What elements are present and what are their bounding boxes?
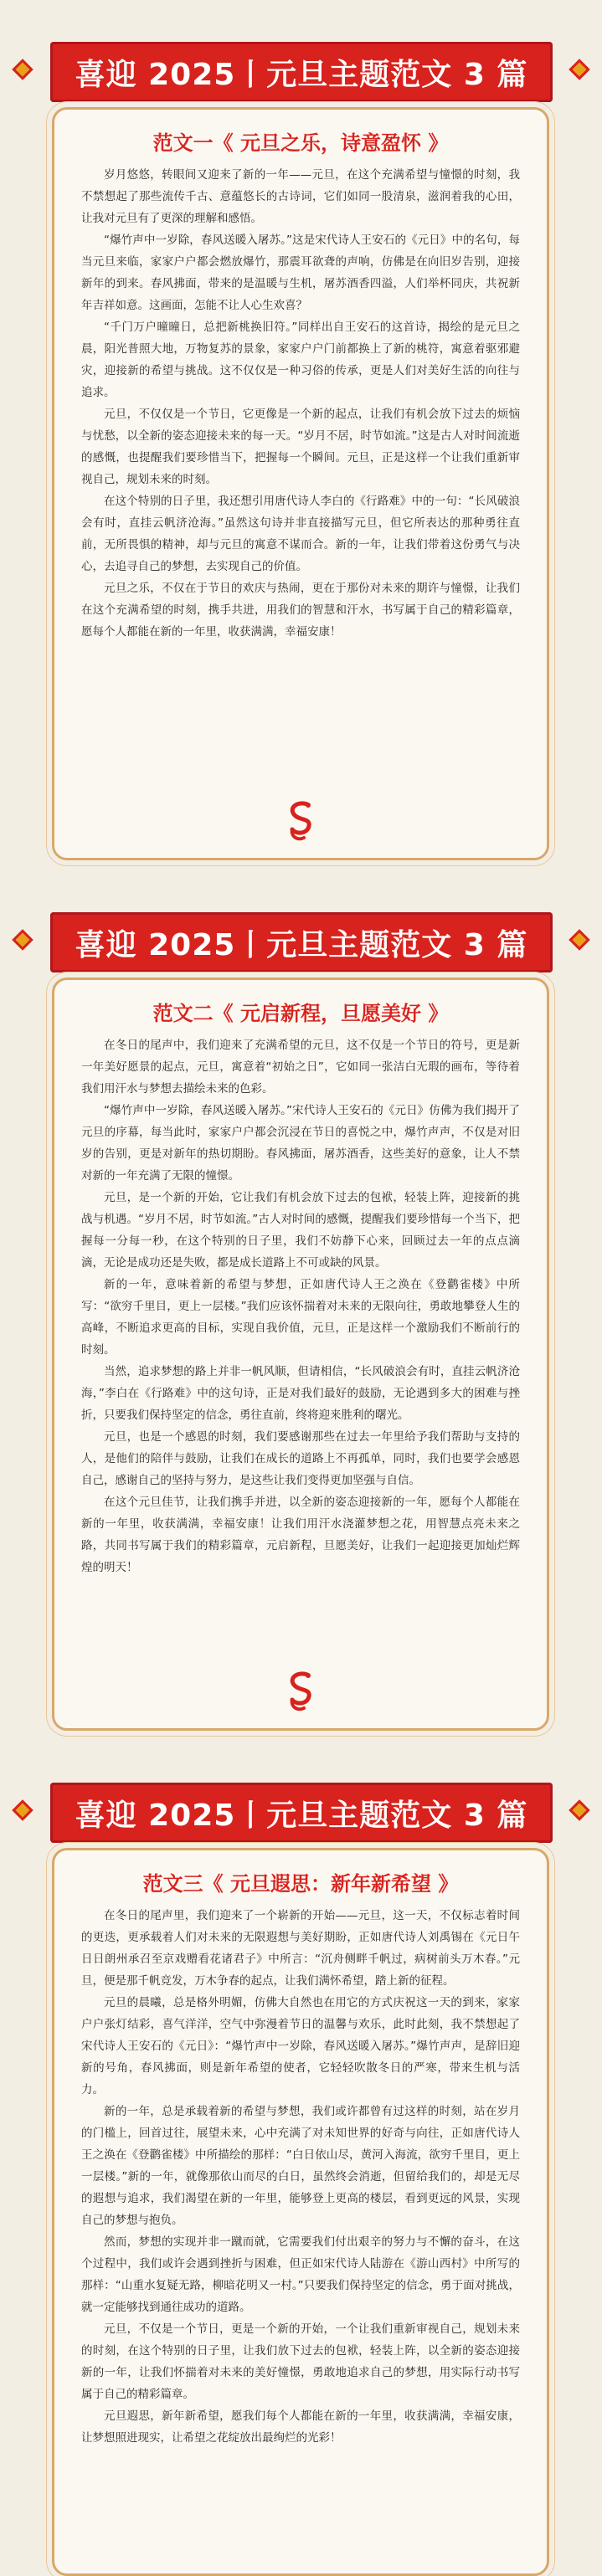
essay-paragraph: 然而，梦想的实现并非一蹴而就，它需要我们付出艰辛的努力与不懈的奋斗，在这个过程中，我们或许会遇到挫折与困难，但正如宋代诗人陆游在《游山西村》中所写的那样：“山重水复疑无路，柳暗花明又一村。”只要我们保持坚定的信念，勇于面对挑战，就一定能够找到通往成功的道路。 xyxy=(81,2235,520,2314)
essay-paragraph: 在这个特别的日子里，我还想引用唐代诗人李白的《行路难》中的一句：“长风破浪会有时，直挂云帆济沧海。”虽然这句诗并非直接描写元旦，但它所表达的那种勇往直前，无所畏惧的精神，却与元旦的寓意不谋而合。新的一年，让我们带着这份勇气与决心，去追寻自己的梦想，去实现自己的价值。 xyxy=(81,495,520,573)
essay-paragraph: 新的一年，意味着新的希望与梦想，正如唐代诗人王之涣在《登鹳雀楼》中所写：“欲穷千里目，更上一层楼。”我们应该怀揣着对未来的无限向往，勇敢地攀登人生的高峰，不断追求更高的目标，实现自我价值，元旦，正是这样一个激励我们不断前行的时刻。 xyxy=(81,1278,520,1357)
section-banner: 喜迎 2025丨元旦主题范文 3 篇 xyxy=(50,1783,553,1843)
essay-title: 范文二《 元启新程，旦愿美好 》 xyxy=(152,1002,449,1025)
essay-card xyxy=(52,978,549,1731)
essay-paragraph: “爆竹声中一岁除，春风送暖入屠苏。”宋代诗人王安石的《元日》仿佛为我们揭开了元旦的序幕，每当此时，家家户户都会沉浸在节日的喜悦之中，爆竹声声，不仅是对旧岁的告别，更是对新年的热切期盼。春风拂面，屠苏酒香，这些美好的意象，让人不禁对新的一年充满了无限的憧憬。 xyxy=(81,1104,520,1183)
diamond-ornament-icon xyxy=(12,1799,33,1820)
essay-paragraph: “千门万户曈曈日，总把新桃换旧符。”同样出自王安石的这首诗，揭绘的是元旦之晨，阳光普照大地，万物复苏的景象，家家户户门前都换上了新的桃符，寓意着驱邪避灾，迎接新的希望与挑战。这不仅仅是一种习俗的传承，更是人们对美好生活的向往与追求。 xyxy=(81,321,520,399)
essay-title: 范文一《 元旦之乐，诗意盈怀 》 xyxy=(152,131,449,155)
essay-card xyxy=(52,107,549,860)
diamond-ornament-icon xyxy=(569,59,589,80)
diamond-ornament-icon xyxy=(569,929,589,950)
essay-section-3 xyxy=(0,1741,602,2556)
section-banner: 喜迎 2025丨元旦主题范文 3 篇 xyxy=(50,912,553,972)
essay-paragraph: 元旦的晨曦，总是格外明媚，仿佛大自然也在用它的方式庆祝这一天的到来，家家户户张灯结彩，喜气洋洋，空气中弥漫着节日的温馨与欢乐，此时此刻，我不禁想起了宋代诗人王安石的《元日》：“爆竹声中一岁除，春风送暖入屠苏。”爆竹声声，是辞旧迎新的号角，春风拂面，则是新年希望的使者，它轻轻吹散冬日的严寒，带来生机与活力。 xyxy=(81,1996,520,2096)
essay-paragraph: 元旦之乐，不仅在于节日的欢庆与热闹，更在于那份对未来的期许与憧憬，让我们在这个充满希望的时刻，携手共进，用我们的智慧和汗水，书写属于自己的精彩篇章，愿每个人都能在新的一年里，收获满满，幸福安康！ xyxy=(81,582,520,639)
essay-section-1 xyxy=(0,0,602,870)
essay-paragraph: 元旦，也是一个感恩的时刻，我们要感谢那些在过去一年里给予我们帮助与支持的人，是他们的陪伴与鼓励，让我们在成长的道路上不再孤单，同时，我们也要学会感恩自己，感谢自己的坚持与努力，是这些让我们变得更加坚强与自信。 xyxy=(81,1430,520,1487)
essay-paragraph: 元旦，不仅是一个节日，更是一个新的开始，一个让我们重新审视自己，规划未来的时刻，在这个特别的日子里，让我们放下过去的包袱，轻装上阵，以全新的姿态迎接新的一年，让我们怀揣着对未来的美好憧憬，勇敢地追求自己的梦想，用实际行动书写属于自己的精彩篇章。 xyxy=(81,2322,520,2401)
diamond-ornament-icon xyxy=(12,929,33,950)
essay-paragraph: 当然，追求梦想的路上并非一帆风顺，但请相信，“长风破浪会有时，直挂云帆济沧海，”李白在《行路难》中的这句诗，正是对我们最好的鼓励，无论遇到多大的困难与挫折，只要我们保持坚定的信念，勇往直前，终将迎来胜利的曙光。 xyxy=(81,1365,520,1422)
diamond-ornament-icon xyxy=(12,59,33,80)
essay-section-2 xyxy=(0,870,602,1741)
diamond-ornament-icon xyxy=(569,1799,589,1820)
essay-paragraph: 在冬日的尾声里，我们迎来了一个崭新的开始——元旦，这一天，不仅标志着时间的更迭，更承载着人们对未来的无限遐想与美好期盼，正如唐代诗人刘禹锡在《元日午日日朗州承召至京戏赠看花诸君子》中所言：“沉舟侧畔千帆过，病树前头万木春。”元旦，便是那千帆竞发，万木争春的起点，让我们满怀希望，踏上新的征程。 xyxy=(81,1909,520,1988)
section-banner: 喜迎 2025丨元旦主题范文 3 篇 xyxy=(50,42,553,102)
essay-paragraph: “爆竹声中一岁除，春风送暖入屠苏。”这是宋代诗人王安石的《元日》中的名句，每当元旦来临，家家户户都会燃放爆竹，那震耳欲聋的声响，仿佛是在向旧岁告别，迎接新年的到来。春风拂面，带来的是温暖与生机，屠苏酒香四溢，人们举杯同庆，共祝新年吉祥如意。这画面，怎能不让人心生欢喜？ xyxy=(81,233,520,312)
essay-paragraph: 元旦，不仅仅是一个节日，它更像是一个新的起点，让我们有机会放下过去的烦恼与忧愁，以全新的姿态迎接未来的每一天。“岁月不居，时节如流。”这是古人对时间流逝的感慨，也提醒我们要珍惜当下，把握每一个瞬间。元旦，正是这样一个让我们重新审视自己，规划未来的时刻。 xyxy=(81,408,520,486)
essay-paragraph: 新的一年，总是承载着新的希望与梦想，我们或许都曾有过这样的时刻，站在岁月的门槛上，回首过往，展望未来，心中充满了对未知世界的好奇与向往，正如唐代诗人王之涣在《登鹳雀楼》中所描绘的那样：“白日依山尽，黄河入海流，欲穷千里目，更上一层楼。”新的一年，就像那依山而尽的白日，虽然终会消逝，但留给我们的，却是无尽的遐想与追求，我们渴望在新的一年里，能够登上更高的楼层，看到更远的风景，实现自己的梦想与抱负。 xyxy=(81,2105,520,2227)
essay-paragraph: 在这个元旦佳节，让我们携手并进，以全新的姿态迎接新的一年，愿每个人都能在新的一年里，收获满满，幸福安康！让我们用汗水浇灌梦想之花，用智慧点亮未来之路，共同书写属于我们的精彩篇章，元启新程，旦愿美好，让我们一起迎接更加灿烂辉煌的明天！ xyxy=(81,1496,520,1574)
essay-paragraph: 在冬日的尾声中，我们迎来了充满希望的元旦，这不仅是一个节日的符号，更是新一年美好愿景的起点，元旦，寓意着“初始之日”，它如同一张洁白无瑕的画布，等待着我们用汗水与梦想去描绘未来的色彩。 xyxy=(81,1039,520,1096)
essay-paragraph: 岁月悠悠，转眼间又迎来了新的一年——元旦，在这个充满希望与憧憬的时刻，我不禁想起了那些流传千古、意蕴悠长的古诗词，它们如同一股清泉，滋润着我的心田，让我对元旦有了更深的理解和感悟。 xyxy=(81,168,520,225)
snake-emblem-icon xyxy=(282,799,319,843)
essay-paragraph: 元旦遐思，新年新希望，愿我们每个人都能在新的一年里，收获满满，幸福安康，让梦想照进现实，让希望之花绽放出最绚烂的光彩！ xyxy=(81,2409,520,2445)
essay-card xyxy=(52,1848,549,2576)
essay-title: 范文三《 元旦遐思：新年新希望 》 xyxy=(142,1872,459,1896)
essay-paragraph: 元旦，是一个新的开始，它让我们有机会放下过去的包袱，轻装上阵，迎接新的挑战与机遇。“岁月不居，时节如流。”古人对时间的感慨，提醒我们要珍惜每一个当下，把握每一分每一秒，在这个特别的日子里，我们不妨静下心来，回顾过去一年的点点滴滴，无论是成功还是失败，都是成长道路上不可或缺的风景。 xyxy=(81,1191,520,1270)
snake-emblem-icon xyxy=(282,1670,319,1713)
